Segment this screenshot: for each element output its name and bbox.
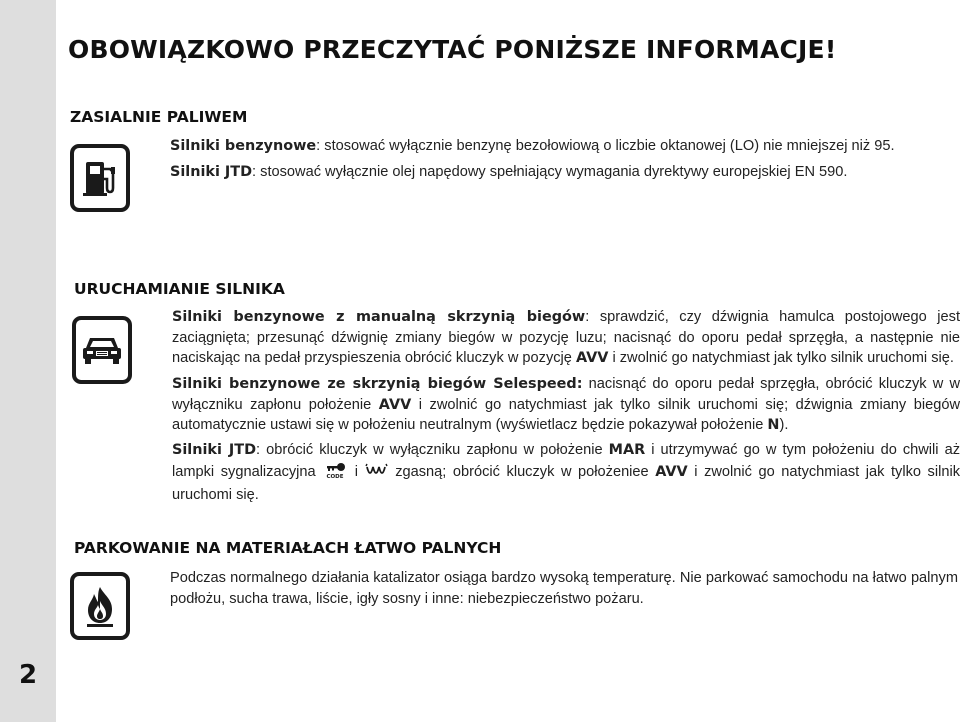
fuel-petrol-line — [170, 136, 930, 157]
start-selespeed-text-b: i zwolnić go natychmiast jak tylko silnik uruchomi się; dźwignia zmiany biegów automatycznie ustawi się w położeniu neutralnym (wyświetlacz będzie pokazywał położenie — [172, 396, 960, 434]
fuel-diesel-label: Silniki JTD — [170, 164, 253, 180]
glow-plug-icon — [365, 463, 389, 486]
start-section-heading: URUCHAMIANIE SILNIKA — [74, 280, 285, 298]
parking-paragraph: Podczas normalnego działania katalizator osiąga bardzo wysoką temperaturę. Nie parkować samochodu na łatwo palnym podłożu, sucha trawa, liście, igły sosny i inne: niebezpieczeństwo pożaru. — [170, 570, 958, 607]
start-manual-text-b: i zwolnić go natychmiast jak tylko silnik uruchomi się. — [608, 350, 954, 367]
start-jtd-text-b: i utrzymywać go w tym położeniu do chwili aż lampki sygnalizacyjna — [172, 442, 960, 480]
start-selespeed-n: N — [767, 417, 780, 434]
start-jtd-label: Silniki JTD — [172, 442, 257, 458]
start-jtd-text-e: i zwolnić go natychmiast jak tylko silnik uruchomi się. — [172, 463, 960, 504]
start-selespeed-text-c: ). — [779, 417, 789, 434]
fuel-pump-icon — [70, 144, 130, 212]
code-icon-label: CODE — [326, 473, 344, 479]
fuel-diesel-text: : stosować wyłącznie olej napędowy spełniający wymagania dyrektywy europejskiej EN 590. — [252, 164, 848, 180]
page-number: 2 — [18, 660, 38, 690]
start-selespeed-paragraph — [172, 374, 960, 436]
start-jtd-text-a: : obrócić kluczyk w wyłączniku zapłonu w położenie — [256, 442, 609, 458]
fuel-petrol-label: Silniki benzynowe — [170, 138, 317, 154]
start-jtd-paragraph — [172, 440, 960, 506]
start-manual-avv: AVV — [575, 350, 609, 367]
start-manual-text-a: : sprawdzić, czy dźwignia hamulca postojowego jest zaciągnięta; przesunąć dźwignię zmiany biegów w pozycję luzu; nacisnąć do oporu pedał sprzęgła, a następnie nie naciskając na pedał przyspieszenia obrócić kluczyk w pozycję — [172, 309, 960, 367]
car-front-icon — [72, 316, 132, 384]
start-manual-paragraph — [172, 307, 960, 369]
fuel-diesel-line — [170, 162, 930, 183]
fuel-petrol-text: : stosować wyłącznie benzynę bezołowiową o liczbie oktanowej (LO) nie mniejszej niż 95. — [316, 138, 895, 154]
page-sidebar — [0, 0, 56, 722]
start-jtd-text-c: i — [348, 463, 365, 480]
start-jtd-avv: AVV — [655, 463, 688, 480]
start-selespeed-label: Silniki benzynowe ze skrzynią biegów Selespeed: — [172, 376, 583, 392]
start-jtd-mar: MAR — [608, 442, 646, 458]
fire-icon — [70, 572, 130, 640]
page-title: OBOWIĄZKOWO PRZECZYTAĆ PONIŻSZE INFORMACJE! — [68, 35, 837, 64]
fuel-section-heading: ZASIALNIE PALIWEM — [70, 108, 248, 126]
start-selespeed-avv: AVV — [378, 396, 412, 413]
parking-section-heading: PARKOWANIE NA MATERIAŁACH ŁATWO PALNYCH — [74, 539, 502, 557]
start-jtd-text-d: zgasną; obrócić kluczyk w położeniee — [388, 463, 656, 480]
key-code-warning-icon — [322, 461, 348, 486]
start-selespeed-text-a: nacisnąć do oporu pedał sprzęgła, obrócić kluczyk w w wyłączniku zapłonu położenie — [172, 376, 960, 413]
start-manual-label: Silniki benzynowe z manualną skrzynią biegów — [172, 309, 586, 325]
